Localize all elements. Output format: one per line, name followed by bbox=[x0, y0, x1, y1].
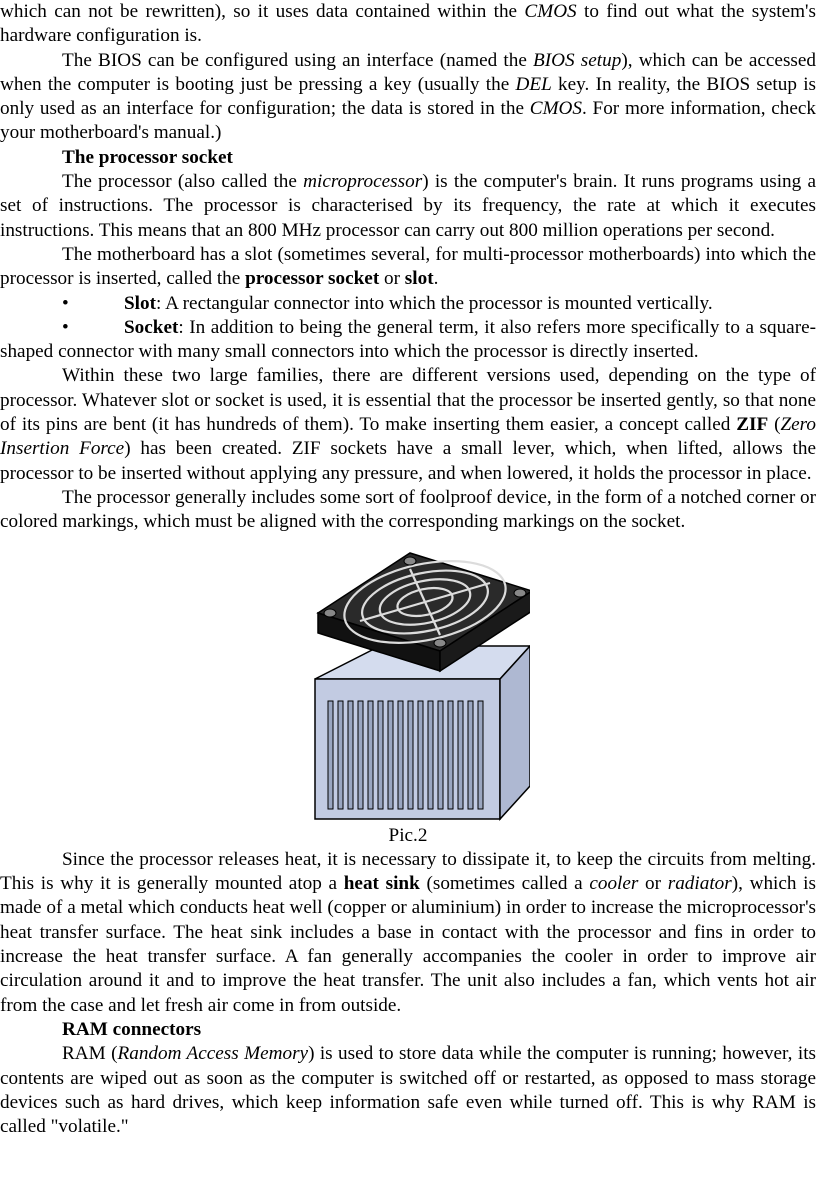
paragraph-processor: The processor (also called the microprocessor) is the computer's brain. It runs programs using a set of instructions. The processor is characterised by its frequency, the rate at which it executes instructions. This means that an 800 MHz processor can carry out 800 million operations per second. bbox=[0, 171, 816, 241]
bullet-item-slot: • Slot: A rectangular connector into which the processor is mounted vertically. bbox=[0, 292, 816, 316]
figure-heatsink-fan bbox=[0, 535, 816, 824]
term-heat-sink: heat sink bbox=[343, 873, 420, 895]
paragraph-cmos: which can not be rewritten), so it uses data contained within the CMOS to find out what the system's hardware configuration is. bbox=[0, 1, 816, 47]
paragraph-zif: Within these two large families, there are different versions used, depending on the type of processor. Whatever slot or socket is used, it is essential that the processor be inserted gently, so that none of its pins are bent (it has hundreds of them). To make inserting them easier, a concept called ZIF (Zero Insertion Force) has been created. ZIF sockets have a small lever, which, when lifted, allows the processor to be inserted without applying any pressure, and when lowered, it holds the processor in place. bbox=[0, 365, 816, 484]
term-zero-insertion-force: Zero Insertion Force bbox=[0, 414, 816, 460]
heading-processor-socket: The processor socket bbox=[62, 146, 233, 168]
term-bios-setup: BIOS setup bbox=[533, 49, 622, 71]
term-zif: ZIF bbox=[736, 414, 769, 436]
bullet-item-socket: • Socket: In addition to being the general term, it also refers more specifically to a square-shaped connector with many small connectors into which the processor is directly inserted. bbox=[0, 316, 816, 363]
paragraph-bios-setup: The BIOS can be configured using an interface (named the BIOS setup), which can be accessed when the computer is booting just be pressing a key (usually the DEL key. In reality, the BIOS setup is only used as an interface for configuration; the data is stored in the CMOS. For more information, check your motherboard's manual.) bbox=[0, 49, 816, 144]
term-radiator: radiator bbox=[667, 873, 732, 895]
paragraph-heat-sink: Since the processor releases heat, it is necessary to dissipate it, to keep the circuits from melting. This is why it is generally mounted atop a heat sink (sometimes called a cooler or radiator), which is made of a metal which conducts heat well (copper or aluminium) in order to increase the microprocessor's heat transfer surface. The heat sink includes a base in contact with the processor and fins in order to increase the heat transfer surface. A fan generally accompanies the cooler in order to improve air circulation around it and to improve the heat transfer. The unit also includes a fan, which vents hot air from the case and let fresh air come in from outside. bbox=[0, 848, 816, 1016]
term-slot: slot bbox=[404, 268, 434, 290]
term-random-access-memory: Random Access Memory bbox=[117, 1043, 309, 1065]
term-microprocessor: microprocessor bbox=[303, 171, 423, 193]
term-cmos: CMOS bbox=[524, 1, 577, 22]
heatsink-fan-illustration bbox=[300, 551, 530, 821]
term-del: DEL bbox=[515, 73, 552, 95]
paragraph-motherboard-slot: The motherboard has a slot (sometimes several, for multi-processor motherboards) into which the processor is inserted, called the processor socket or slot. bbox=[0, 243, 816, 290]
bullet-icon: • bbox=[62, 316, 69, 338]
heading-ram-connectors: RAM connectors bbox=[62, 1018, 202, 1040]
paragraph-ram: RAM (Random Access Memory) is used to store data while the computer is running; however, its contents are wiped out as soon as the computer is switched off or restarted, as opposed to mass storage devices such as hard drives, which keep information safe even while turned off. This is why RAM is called "volatile." bbox=[0, 1043, 816, 1138]
term-cmos-2: CMOS bbox=[529, 98, 582, 120]
term-processor-socket: processor socket bbox=[245, 268, 380, 290]
bullet-term: Slot bbox=[124, 292, 156, 314]
figure-caption: Pic.2 bbox=[388, 824, 428, 846]
bullet-term: Socket bbox=[124, 316, 179, 338]
paragraph-foolproof: The processor generally includes some sort of foolproof device, in the form of a notched corner or colored markings, which must be aligned with the corresponding markings on the socket. bbox=[0, 486, 816, 533]
term-cooler: cooler bbox=[589, 873, 639, 895]
bullet-icon: • bbox=[62, 292, 69, 314]
